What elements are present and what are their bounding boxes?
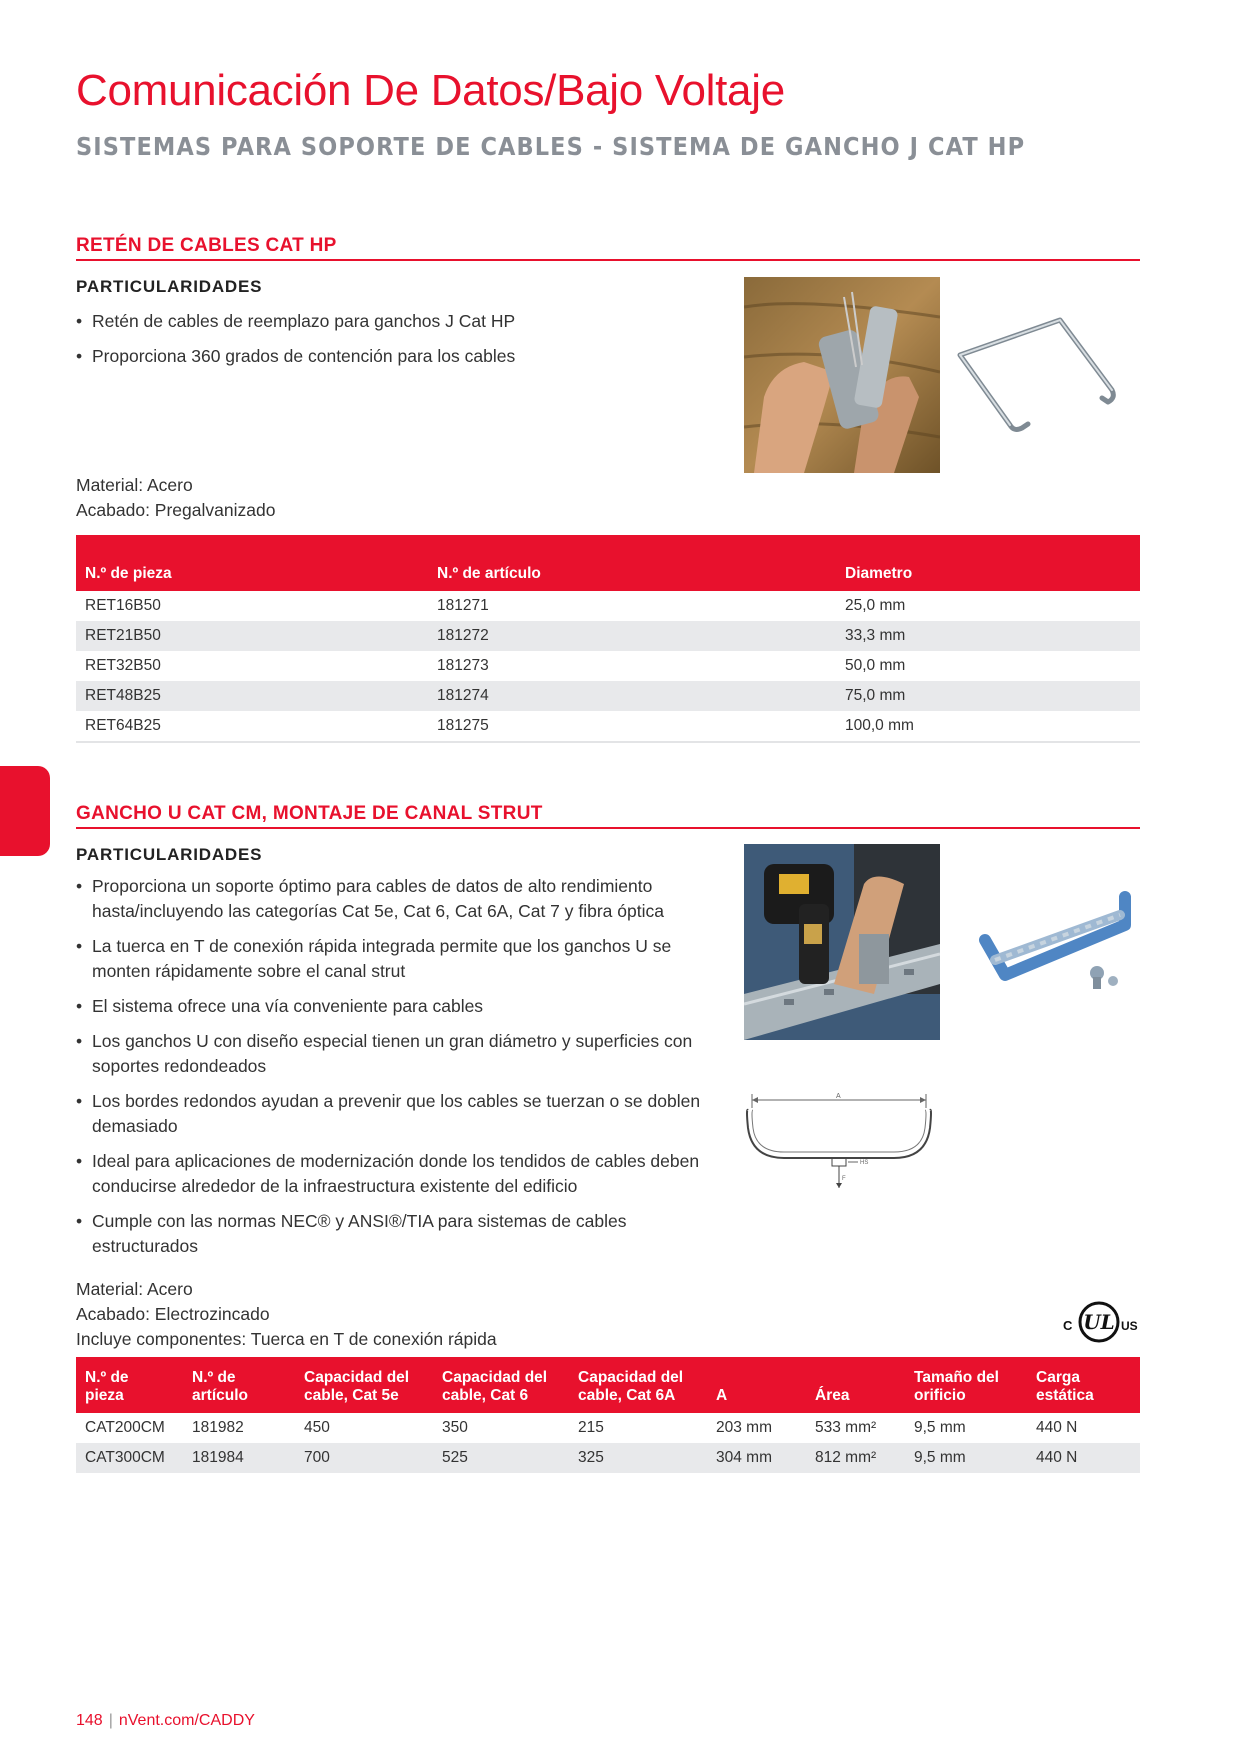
section-divider (76, 827, 1140, 829)
table-header: Diametro (836, 535, 1140, 591)
table-header: N.º de pieza (76, 535, 428, 591)
table-header: Área (806, 1357, 905, 1413)
page-subtitle: SISTEMAS PARA SOPORTE DE CABLES - SISTEMA DE GANCHO J CAT HP (76, 132, 1026, 161)
product-photo-drill (744, 844, 940, 1040)
table-header: Capacidad del cable, Cat 5e (295, 1357, 433, 1413)
table-header: Carga estática (1027, 1357, 1140, 1413)
table-header: Tamaño del orificio (905, 1357, 1027, 1413)
list-item: • Proporciona un soporte óptimo para cables de datos de alto rendimiento hasta/incluyendo las categorías Cat 5e, Cat 6, Cat 6A, Cat 7 y fibra óptica (76, 876, 664, 921)
list-item: • Retén de cables de reemplazo para ganchos J Cat HP (76, 311, 516, 331)
gancho-spec-table (76, 1357, 1140, 1473)
table-header: A (707, 1357, 806, 1413)
dim-hs-label: HS (860, 1160, 869, 1166)
section-divider (76, 259, 1140, 261)
list-item: • Ideal para aplicaciones de modernización donde los tendidos de cables deben conducirse alrededor de la infraestructura existente del edificio (76, 1151, 700, 1196)
list-item: • Los bordes redondos ayudan a prevenir que los cables se tuerzan o se doblen demasiado (76, 1091, 701, 1136)
u-hook-image (975, 885, 1145, 1000)
section-heading-gancho: GANCHO U CAT CM, MONTAJE DE CANAL STRUT (76, 803, 543, 824)
material-text: Material: Acero (76, 475, 193, 495)
list-item: • Cumple con las normas NEC® y ANSI®/TIA para sistemas de cables estructurados (76, 1211, 627, 1256)
list-item: • Los ganchos U con diseño especial tienen un gran diámetro y superficies con soportes redondeados (76, 1031, 693, 1076)
material-text: Material: Acero (76, 1279, 193, 1299)
finish-text: Acabado: Pregalvanizado (76, 500, 276, 520)
features-label: PARTICULARIDADES (76, 277, 263, 296)
svg-text:C: C (1063, 1318, 1073, 1333)
table-header: N.º de artículo (183, 1357, 295, 1413)
table-row: RET48B25 181274 75,0 mm (76, 681, 1140, 711)
features-list (76, 874, 726, 1269)
product-photo-hands (744, 277, 940, 473)
dim-f-label: F (842, 1176, 846, 1182)
dim-a-label: A (836, 1093, 841, 1100)
page-number: 148 (76, 1712, 103, 1729)
features-label: PARTICULARIDADES (76, 845, 263, 864)
table-header: N.º de artículo (428, 535, 836, 591)
table-row: CAT200CM 181982 450 350 215 203 mm 533 mm² 9,5 mm 440 N (85, 1419, 1078, 1436)
section-heading-reten: RETÉN DE CABLES CAT HP (76, 235, 337, 256)
table-header: N.º de pieza (76, 1357, 183, 1413)
footer-site-link[interactable]: nVent.com/CADDY (118, 1712, 255, 1729)
page-title: Comunicación De Datos/Bajo Voltaje (76, 66, 785, 115)
list-item: • Proporciona 360 grados de contención para los cables (76, 346, 516, 366)
svg-text:US: US (1121, 1319, 1138, 1333)
retainer-wire-image (950, 310, 1130, 440)
table-row: RET32B50 181273 50,0 mm (85, 657, 906, 674)
finish-text: Acabado: Electrozincado (76, 1304, 270, 1324)
list-item: • El sistema ofrece una vía conveniente para cables (76, 996, 484, 1016)
list-item: • La tuerca en T de conexión rápida integrada permite que los ganchos U se monten rápidamente sobre el canal strut (76, 936, 672, 981)
table-header: Capacidad del cable, Cat 6A (569, 1357, 707, 1413)
page-footer: 148 | nVent.com/CADDY (76, 1712, 255, 1729)
features-list (76, 309, 726, 379)
table-row: RET21B50 181272 33,3 mm (76, 621, 1140, 651)
reten-spec-table (76, 535, 1140, 743)
side-tab-marker (0, 766, 50, 856)
table-row: RET64B25 181275 100,0 mm (76, 711, 1140, 742)
includes-text: Incluye componentes: Tuerca en T de conexión rápida (76, 1329, 497, 1349)
cul-us-certification-logo (1062, 1300, 1142, 1344)
table-header: Capacidad del cable, Cat 6 (433, 1357, 569, 1413)
table-row: RET16B50 181271 25,0 mm (85, 597, 906, 614)
svg-text:UL: UL (1083, 1310, 1115, 1334)
table-row: CAT300CM 181984 700 525 325 304 mm 812 mm² 9,5 mm 440 N (76, 1443, 1140, 1473)
dimension-diagram (744, 1088, 934, 1193)
